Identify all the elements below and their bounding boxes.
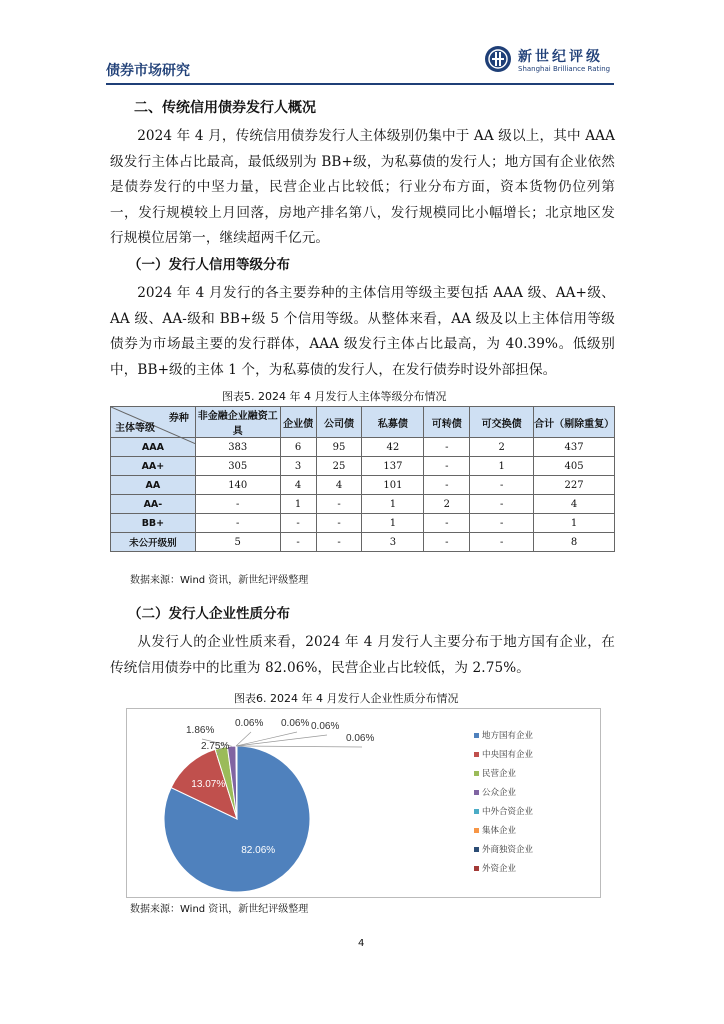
table-cell: -	[470, 514, 534, 533]
table-cell: -	[316, 514, 362, 533]
brand-logo	[484, 44, 624, 80]
pie-data-label: 82.06%	[241, 845, 276, 857]
legend-label: 民营企业	[482, 769, 517, 779]
table-cell: 4	[534, 495, 615, 514]
legend-swatch	[474, 752, 479, 757]
pie-data-label: 0.06%	[346, 733, 375, 744]
col-header: 私募债	[362, 407, 424, 438]
legend-item	[474, 862, 516, 874]
table-cell: 3	[362, 533, 424, 552]
table-row	[111, 514, 615, 533]
row-header-grade: AAA	[111, 438, 196, 457]
table-cell: -	[280, 533, 316, 552]
table-cell: -	[424, 457, 470, 476]
row-header-grade: 未公开级别	[111, 533, 196, 552]
pie-leader-line	[237, 746, 362, 747]
legend-label: 外资企业	[482, 864, 517, 874]
table-cell: -	[470, 476, 534, 495]
logo-english-name: Shanghai Brilliance Rating	[518, 65, 611, 73]
row-header-grade: AA-	[111, 495, 196, 514]
table-cell: 6	[280, 438, 316, 457]
table-cell: 2	[470, 438, 534, 457]
row-header-grade: BB+	[111, 514, 196, 533]
pie-data-label: 1.86%	[186, 725, 215, 736]
table-cell: -	[316, 495, 362, 514]
header-title: 债券市场研究	[106, 63, 190, 79]
subsection-heading-ownership: （二）发行人企业性质分布	[128, 606, 290, 622]
rating-distribution-table	[110, 406, 615, 552]
row-header-grade: AA+	[111, 457, 196, 476]
pie-data-label: 0.06%	[235, 718, 264, 729]
table-cell: 1	[362, 495, 424, 514]
pie-leader-line	[237, 735, 327, 746]
table-cell: -	[424, 476, 470, 495]
chart-source: 数据来源：Wind 资讯，新世纪评级整理	[130, 904, 309, 915]
logo-emblem-icon	[484, 45, 512, 73]
col-header: 公司债	[316, 407, 362, 438]
table-caption: 图表5. 2024 年 4 月发行人主体等级分布情况	[222, 390, 447, 403]
table-cell: 1	[534, 514, 615, 533]
table-cell: 137	[362, 457, 424, 476]
page-number: 4	[358, 938, 365, 949]
legend-swatch	[474, 847, 479, 852]
legend-label: 外商独资企业	[482, 845, 534, 855]
row-header-grade: AA	[111, 476, 196, 495]
table-cell: -	[424, 533, 470, 552]
pie-data-label: 2.75%	[201, 741, 230, 752]
table-cell: 383	[195, 438, 280, 457]
legend-swatch	[474, 771, 479, 776]
legend-swatch	[474, 866, 479, 871]
table-cell: -	[470, 533, 534, 552]
table-cell: 1	[362, 514, 424, 533]
table-cell: 5	[195, 533, 280, 552]
table-row	[111, 533, 615, 552]
corner-label-type: 券种	[168, 413, 189, 424]
col-header: 企业债	[280, 407, 316, 438]
ownership-paragraph: 从发行人的企业性质来看，2024 年 4 月发行人主要分布于地方国有企业，在传统信用债券中的比重为 82.06%，民营企业占比较低，为 2.75%。	[110, 634, 615, 676]
legend-item	[474, 805, 533, 817]
table-cell: 1	[470, 457, 534, 476]
table-cell: 4	[316, 476, 362, 495]
pie-leader-line	[236, 732, 297, 746]
col-header: 可转债	[424, 407, 470, 438]
legend-label: 地方国有企业	[482, 731, 534, 741]
corner-label-grade: 主体等级	[115, 423, 155, 434]
legend-label: 中央国有企业	[482, 750, 534, 760]
table-cell: 437	[534, 438, 615, 457]
pie-data-label: 0.06%	[281, 718, 310, 729]
legend-item	[474, 786, 516, 798]
table-row	[111, 476, 615, 495]
legend-item	[474, 748, 533, 760]
legend-swatch	[474, 828, 479, 833]
legend-swatch	[474, 790, 479, 795]
table-cell: -	[316, 533, 362, 552]
col-header: 合计（剔除重复）	[534, 407, 615, 438]
table-header-row	[111, 407, 615, 438]
table-cell: 4	[280, 476, 316, 495]
legend-swatch	[474, 809, 479, 814]
table-cell: 2	[424, 495, 470, 514]
table-cell: 101	[362, 476, 424, 495]
table-cell: 227	[534, 476, 615, 495]
pie-data-label: 13.07%	[191, 778, 226, 790]
header-divider	[106, 83, 614, 85]
table-cell: 8	[534, 533, 615, 552]
col-header: 可交换债	[470, 407, 534, 438]
table-cell: 1	[280, 495, 316, 514]
legend-swatch	[474, 733, 479, 738]
table-corner-cell	[111, 407, 196, 438]
table-cell: 305	[195, 457, 280, 476]
legend-label: 公众企业	[482, 788, 517, 798]
pie-leader-line	[236, 732, 251, 746]
table-cell: -	[470, 495, 534, 514]
table-cell: 42	[362, 438, 424, 457]
rating-paragraph: 2024 年 4 月发行的各主要券种的主体信用等级主要包括 AAA 级、AA+级、AA 级、AA-级和 BB+级 5 个信用等级。从整体来看，AA 级及以上主体信用等级债券为市场最主要的发行群体，AAA 级发行主体占比最高，为 40.39%。低级别中，BB+级的主体 1 个，为私募债的发行人，在发行债券时设外部担保。	[110, 285, 615, 378]
table-cell: -	[280, 514, 316, 533]
table-source: 数据来源：Wind 资讯，新世纪评级整理	[130, 575, 309, 586]
table-row	[111, 495, 615, 514]
table-cell: 25	[316, 457, 362, 476]
subsection-heading-rating: （一）发行人信用等级分布	[128, 257, 290, 273]
table-cell: 140	[195, 476, 280, 495]
table-cell: -	[195, 514, 280, 533]
legend-label: 集体企业	[482, 826, 517, 836]
legend-item	[474, 843, 533, 855]
legend-item	[474, 767, 516, 779]
table-cell: 405	[534, 457, 615, 476]
table-cell: -	[424, 438, 470, 457]
chart-caption: 图表6. 2024 年 4 月发行人企业性质分布情况	[234, 692, 459, 705]
table-cell: 3	[280, 457, 316, 476]
col-header: 非金融企业融资工具	[195, 407, 280, 438]
logo-chinese-name: 新世纪评级	[518, 49, 603, 65]
table-cell: 95	[316, 438, 362, 457]
pie-svg	[127, 709, 467, 897]
table-row	[111, 457, 615, 476]
section-heading: 二、传统信用债券发行人概况	[134, 100, 316, 116]
legend-item	[474, 729, 533, 741]
legend-item	[474, 824, 516, 836]
pie-data-label: 0.06%	[311, 721, 340, 732]
ownership-pie-chart	[126, 708, 601, 898]
legend-label: 中外合资企业	[482, 807, 534, 817]
intro-paragraph: 2024 年 4 月，传统信用债券发行人主体级别仍集中于 AA 级以上，其中 AAA 级发行主体占比最高，最低级别为 BB+级，为私募债的发行人；地方国有企业依然是债券发行的中坚力量，民营企业占比较低；行业分布方面，资本货物仍位列第一，发行规模较上月回落，房地产排名第八，发行规模同比小幅增长；北京地区发行规模位居第一，继续超两千亿元。	[110, 128, 615, 247]
table-cell: -	[424, 514, 470, 533]
table-cell: -	[195, 495, 280, 514]
